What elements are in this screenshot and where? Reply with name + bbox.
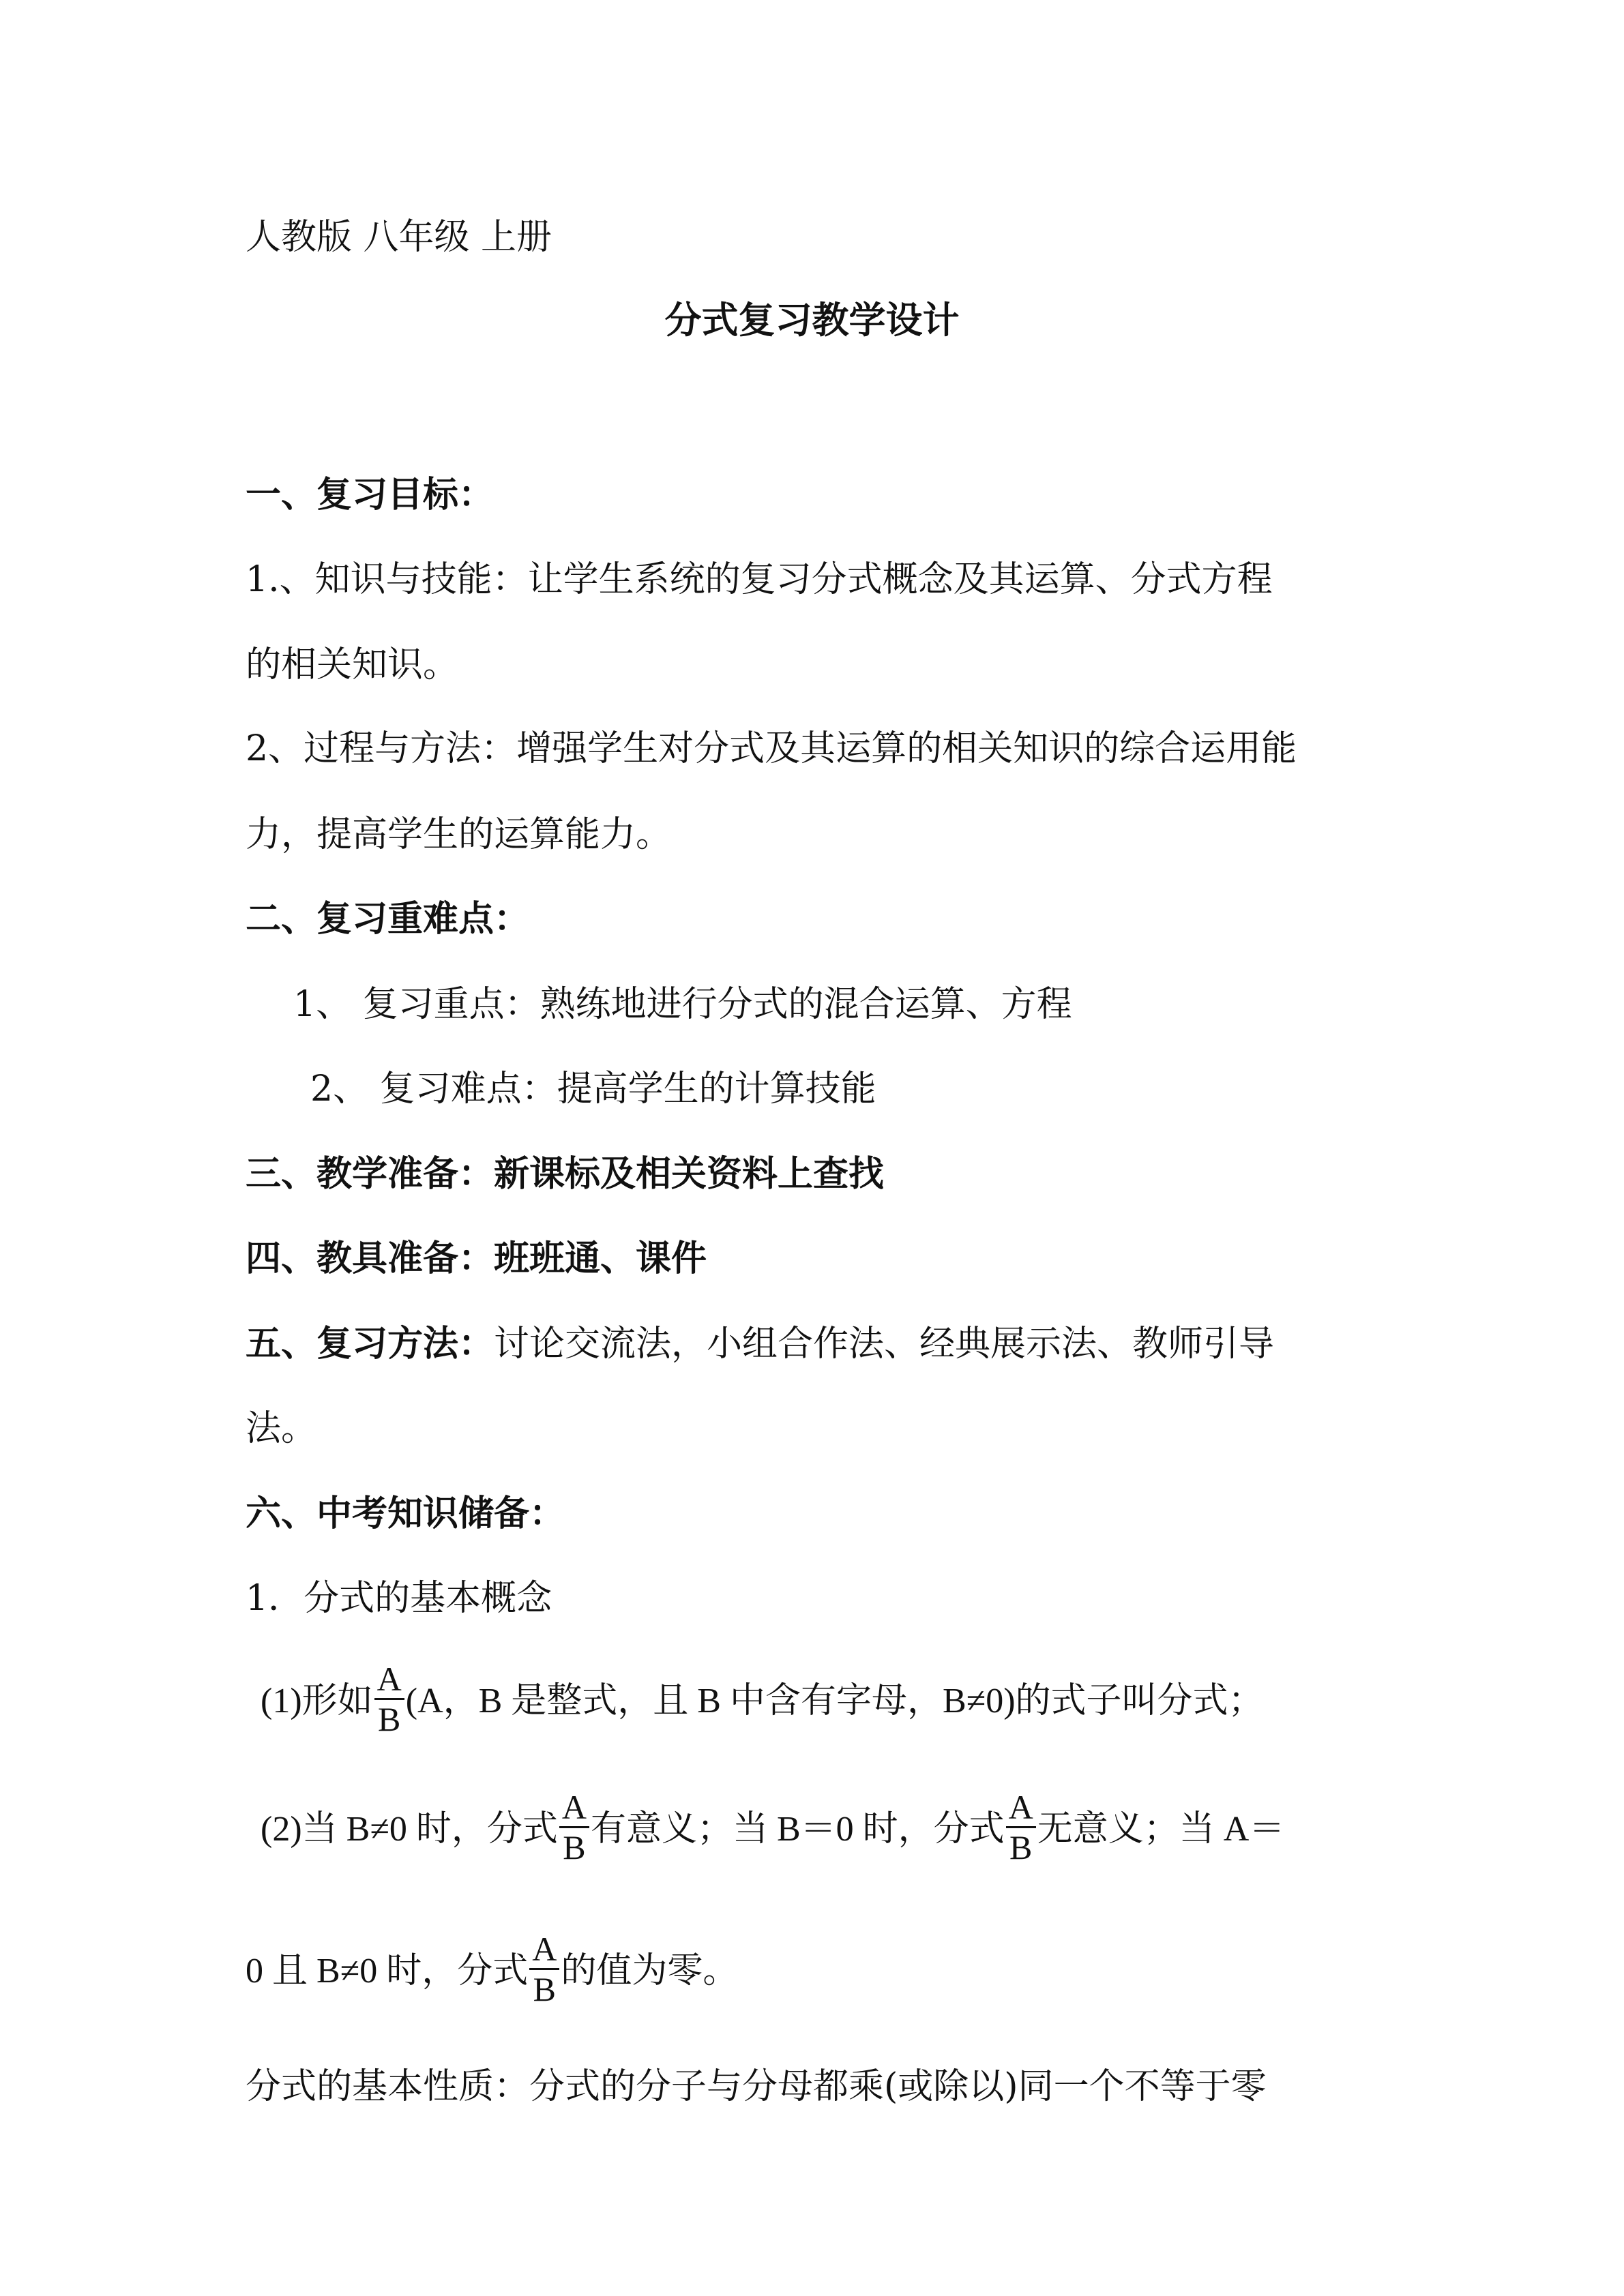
- property-line: 分式的基本性质：分式的分子与分母都乘(或除以)同一个不等于零: [246, 2066, 1267, 2107]
- s2-item2: 2、 复习难点：提高学生的计算技能: [310, 1069, 876, 1109]
- textbook-header: 人教版 八年级 上册: [246, 217, 552, 258]
- def1-pre: (1)形如: [261, 1682, 373, 1720]
- fraction-a-over-b: [529, 1930, 559, 2008]
- fraction-numerator: A: [1006, 1788, 1036, 1828]
- def2-mid1: 有意义；当 B＝0 时，分式: [590, 1810, 1005, 1849]
- definition-2-line1: [261, 1788, 1285, 1870]
- fraction-denominator: B: [378, 1700, 401, 1738]
- fraction-a-over-b: [1006, 1788, 1036, 1866]
- definition-1: [261, 1660, 1264, 1742]
- section-5-label: 五、复习方法：: [246, 1324, 494, 1365]
- fraction-numerator: A: [374, 1660, 404, 1700]
- fraction-a-over-b: [374, 1660, 404, 1738]
- s1-item1-line2: 的相关知识。: [246, 644, 459, 685]
- def2-pre: (2)当 B≠0 时，分式: [261, 1810, 558, 1849]
- fraction-denominator: B: [563, 1828, 586, 1866]
- s2-item1: 1、 复习重点：熟练地进行分式的混合运算、方程: [293, 984, 1072, 1025]
- fraction-numerator: A: [559, 1788, 589, 1828]
- section-5-line2: 法。: [246, 1408, 317, 1449]
- s1-item2-line1: 2、过程与方法：增强学生对分式及其运算的相关知识的综合运用能: [246, 728, 1297, 769]
- def2-line2-pre: 0 且 B≠0 时，分式: [246, 1952, 529, 1991]
- document-title: 分式复习教学设计: [664, 299, 960, 342]
- section-2-heading: 二、复习重难点：: [246, 899, 530, 940]
- fraction-numerator: A: [529, 1930, 559, 1970]
- s1-item1-line1: 1.、知识与技能：让学生系统的复习分式概念及其运算、分式方程: [246, 559, 1273, 600]
- section-4-line: 四、教具准备：班班通、课件: [246, 1238, 707, 1279]
- fraction-denominator: B: [533, 1970, 556, 2008]
- fraction-a-over-b: [559, 1788, 589, 1866]
- def1-post: (A，B 是整式，且 B 中含有字母，B≠0)的式子叫分式；: [405, 1682, 1264, 1720]
- def2-line2-post: 的值为零。: [561, 1952, 739, 1991]
- section-5-text: 讨论交流法，小组合作法、经典展示法、教师引导: [494, 1324, 1275, 1365]
- section-3-line: 三、教学准备：新课标及相关资料上查找: [246, 1154, 885, 1195]
- def2-mid2: 无意义；当 A＝: [1037, 1810, 1285, 1849]
- definition-2-line2: [246, 1930, 739, 2012]
- section-1-heading: 一、复习目标：: [246, 475, 494, 516]
- section-5-line1: [246, 1324, 1274, 1365]
- s1-item2-line2: 力，提高学生的运算能力。: [246, 814, 672, 855]
- section-6-heading: 六、中考知识储备：: [246, 1493, 565, 1534]
- s6-sub1: 1．分式的基本概念: [246, 1578, 552, 1619]
- fraction-denominator: B: [1009, 1828, 1033, 1866]
